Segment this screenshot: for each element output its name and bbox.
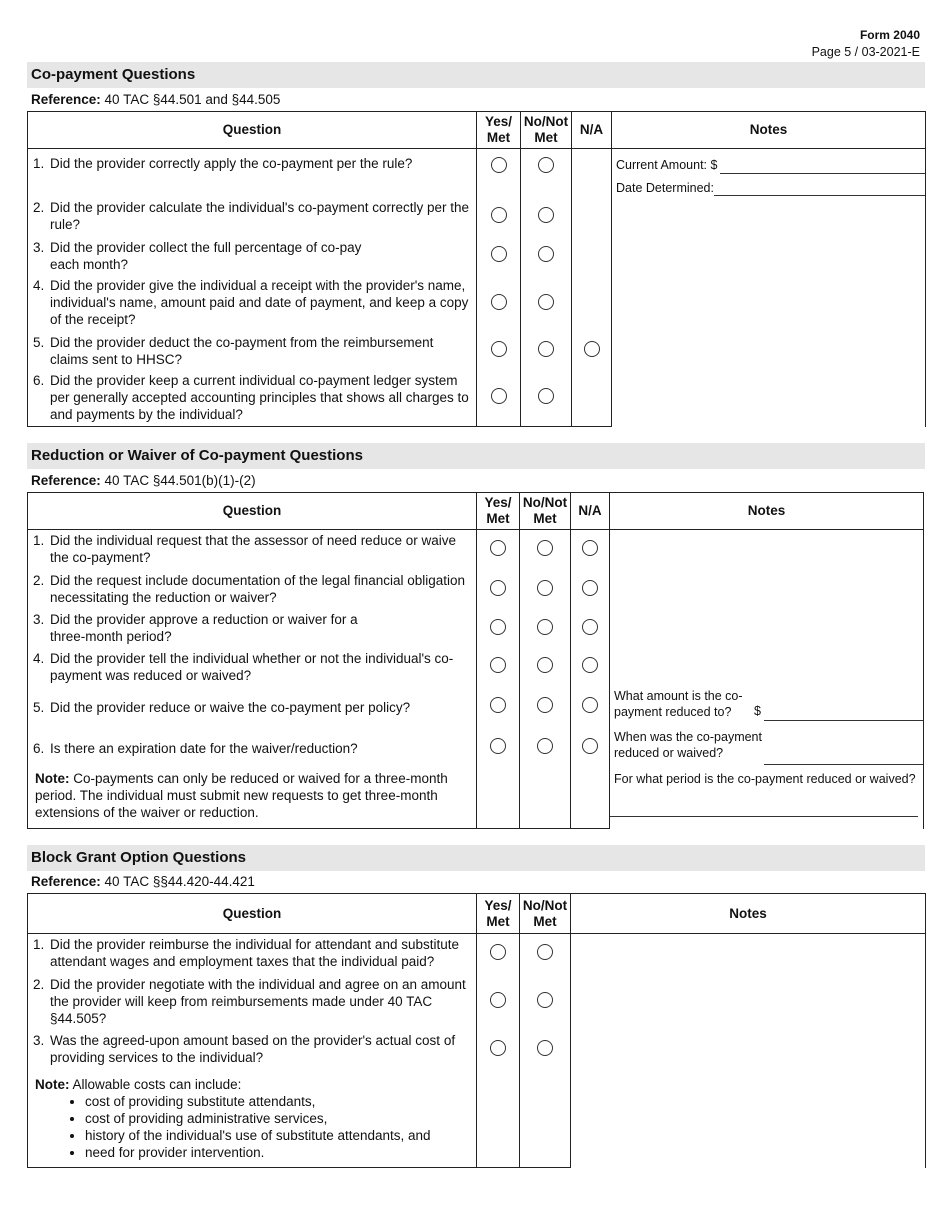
yes-met-radio[interactable] — [491, 294, 507, 310]
list-item: • need for provider intervention. — [85, 1144, 472, 1161]
col-question: Question — [28, 894, 477, 934]
section-3-title: Block Grant Option Questions — [31, 849, 247, 866]
no-not-met-radio[interactable] — [537, 580, 553, 596]
col-no-not-met: No/Not Met — [520, 493, 571, 530]
col-notes: Notes — [610, 493, 924, 530]
section-1-title-bar — [27, 62, 925, 88]
table-row — [28, 149, 926, 197]
no-not-met-radio[interactable] — [537, 540, 553, 556]
col-question: Question — [28, 493, 477, 530]
col-yes-met: Yes/ Met — [477, 493, 520, 530]
table-row: 3. Did the provider approve a reduction or waiver for a three-month period? — [28, 609, 924, 648]
current-amount-field[interactable] — [720, 173, 925, 174]
list-item: • history of the individual's use of substitute attendants, and — [85, 1127, 472, 1144]
no-not-met-radio[interactable] — [538, 246, 554, 262]
col-notes: Notes — [571, 894, 926, 934]
list-item: • cost of providing administrative services, — [85, 1110, 472, 1127]
section-2-title: Reduction or Waiver of Co-payment Questions — [31, 447, 363, 464]
date-determined-field[interactable] — [714, 195, 925, 196]
section-1-title: Co-payment Questions — [31, 66, 196, 83]
dollar-sign: $ — [754, 704, 761, 718]
amount-reduced-label: What amount is the co-payment reduced to? — [614, 689, 743, 719]
no-not-met-radio[interactable] — [537, 619, 553, 635]
yes-met-radio[interactable] — [490, 1040, 506, 1056]
no-not-met-radio[interactable] — [537, 1040, 553, 1056]
no-not-met-radio[interactable] — [538, 388, 554, 404]
no-not-met-radio[interactable] — [538, 157, 554, 173]
question-text: Did the provider correctly apply the co-payment per the rule? — [50, 156, 413, 171]
na-radio[interactable] — [582, 619, 598, 635]
table-row: 2. Did the provider calculate the individual's co-payment correctly per the rule? — [28, 197, 926, 237]
question-number: 1. — [33, 156, 45, 171]
yes-met-radio[interactable] — [490, 944, 506, 960]
col-no-not-met: No/Not Met — [521, 112, 572, 149]
form-number: Form 2040 — [859, 28, 920, 42]
yes-met-radio[interactable] — [490, 992, 506, 1008]
section-2-reference: Reference: 40 TAC §44.501(b)(1)-(2) — [31, 473, 256, 488]
yes-met-radio[interactable] — [490, 580, 506, 596]
yes-met-radio[interactable] — [491, 388, 507, 404]
section-3-title-bar — [27, 845, 925, 871]
amount-reduced-field[interactable] — [764, 720, 923, 721]
table-row: 2. Did the provider negotiate with the individual and agree on an amount the provider will keep from reimbursements made under 40 TAC §44.505? — [28, 974, 926, 1030]
yes-met-radio[interactable] — [491, 246, 507, 262]
na-radio[interactable] — [582, 697, 598, 713]
na-radio[interactable] — [582, 657, 598, 673]
yes-met-radio[interactable] — [491, 341, 507, 357]
yes-met-radio[interactable] — [490, 619, 506, 635]
list-item: • cost of providing substitute attendants, — [85, 1093, 472, 1110]
yes-met-radio[interactable] — [490, 738, 506, 754]
col-notes: Notes — [612, 112, 926, 149]
period-label: For what period is the co-payment reduced or waived? — [614, 772, 916, 786]
col-yes-met: Yes/ Met — [477, 112, 521, 149]
col-na: N/A — [571, 493, 610, 530]
table-row: 3. Was the agreed-upon amount based on the provider's actual cost of providing services to the individual? — [28, 1030, 926, 1070]
no-not-met-radio[interactable] — [537, 657, 553, 673]
yes-met-radio[interactable] — [490, 657, 506, 673]
reference-text: 40 TAC §44.501 and §44.505 — [104, 92, 281, 107]
col-question: Question — [28, 112, 477, 149]
no-not-met-radio[interactable] — [538, 341, 554, 357]
page-number: Page 5 / 03-2021-E — [811, 45, 920, 59]
table-row: 1. Did the individual request that the assessor of need reduce or waive the co-payment? What amount is the co-payment reduced to? $ When was the co-payment reduced or waived? For what period is the co-payment reduced or waived? — [28, 530, 924, 570]
col-na: N/A — [572, 112, 612, 149]
table-row: 5. Did the provider deduct the co-payment from the reimbursement claims sent to HHSC? — [28, 332, 926, 370]
section-3-reference: Reference: 40 TAC §§44.420-44.421 — [31, 874, 255, 889]
current-amount-label: Current Amount: $ — [616, 158, 718, 172]
na-radio[interactable] — [582, 580, 598, 596]
na-radio[interactable] — [582, 540, 598, 556]
copayment-table — [27, 111, 926, 427]
table-row: 4. Did the provider give the individual a receipt with the provider's name, individual's name, amount paid and date of payment, and keep a copy of the receipt? — [28, 275, 926, 332]
block-grant-table — [27, 893, 926, 1168]
no-not-met-radio[interactable] — [537, 992, 553, 1008]
yes-met-radio[interactable] — [490, 540, 506, 556]
block-grant-note: Note: Allowable costs can include: • cost of providing substitute attendants, • cost of providing administrative services, • history of the individual's use of substitute attendants, and • need for provider intervention. — [28, 1070, 476, 1165]
yes-met-radio[interactable] — [490, 697, 506, 713]
no-not-met-radio[interactable] — [537, 738, 553, 754]
table-row: 1. Did the provider reimburse the individual for attendant and substitute attendant wages and employment taxes that the individual paid? — [28, 934, 926, 974]
period-field[interactable] — [610, 816, 918, 817]
table-row: 2. Did the request include documentation of the legal financial obligation necessitating the reduction or waiver? — [28, 570, 924, 609]
no-not-met-radio[interactable] — [537, 944, 553, 960]
yes-met-radio[interactable] — [491, 207, 507, 223]
no-not-met-radio[interactable] — [537, 697, 553, 713]
na-radio[interactable] — [584, 341, 600, 357]
allowable-costs-list — [35, 1093, 472, 1161]
no-not-met-radio[interactable] — [538, 207, 554, 223]
table-row: 3. Did the provider collect the full percentage of co-pay each month? — [28, 237, 926, 275]
table-row: 4. Did the provider tell the individual whether or not the individual's co-payment was reduced or waived? — [28, 648, 924, 686]
no-not-met-radio[interactable] — [538, 294, 554, 310]
table-row: 5. Did the provider reduce or waive the co-payment per policy? — [28, 686, 924, 728]
na-radio[interactable] — [582, 738, 598, 754]
reduction-note: Note: Co-payments can only be reduced or waived for a three-month period. The individual must submit new requests to get three-month extensions of the waiver or reduction. — [35, 770, 448, 820]
col-no-not-met: No/Not Met — [520, 894, 571, 934]
when-reduced-field[interactable] — [764, 764, 923, 765]
section-1-reference — [31, 92, 280, 107]
col-yes-met: Yes/ Met — [477, 894, 520, 934]
block-grant-notes-cell[interactable] — [571, 934, 926, 1168]
section-2-title-bar — [27, 443, 925, 469]
date-determined-label: Date Determined: — [616, 181, 714, 195]
table-row: 6. Is there an expiration date for the waiver/reduction? — [28, 728, 924, 768]
table-row: 6. Did the provider keep a current individual co-payment ledger system per generally accepted accounting principles that shows all charges to and payments by the individual? — [28, 370, 926, 427]
when-reduced-label: When was the co-payment reduced or waived? — [614, 730, 762, 760]
copayment-notes-cell — [612, 149, 926, 427]
reduction-notes-cell — [610, 530, 924, 829]
reference-label: Reference: — [31, 92, 101, 107]
yes-met-radio[interactable] — [491, 157, 507, 173]
reduction-waiver-table — [27, 492, 924, 829]
